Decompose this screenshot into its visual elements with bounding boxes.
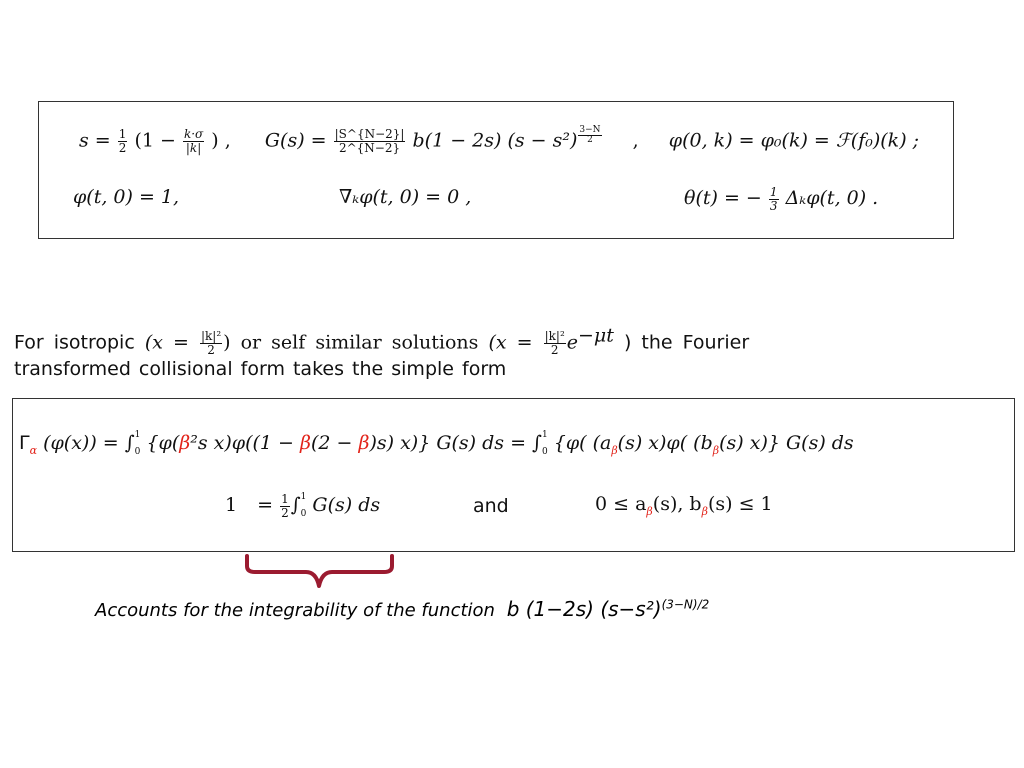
g-def-tail: b(1 − 2s) (s − s²)	[412, 129, 578, 152]
paragraph-line-2: transformed collisional form takes the simple form	[14, 358, 507, 380]
beta-3: β	[358, 432, 370, 454]
theta-left: θ(t) = −	[684, 187, 762, 210]
g-exponent: 3−N 2	[579, 125, 601, 146]
caption-text: Accounts for the integrability of the function	[95, 600, 495, 621]
beta-2: β	[300, 432, 311, 454]
caption	[95, 597, 709, 621]
sphere-fraction: $\frac{|S\^{}\{N-2\}|}{2\^{}\{N-2\}}$	[334, 127, 405, 155]
op-part-1: (φ(x)) = ∫	[43, 432, 135, 454]
separator-comma: ,	[632, 129, 639, 152]
one-value: 1	[225, 494, 238, 517]
beta-4: β	[611, 443, 618, 457]
op-part-7: (s) x)φ( (b	[617, 432, 713, 454]
integral-limits-2: 1 0	[541, 430, 548, 457]
gamma-symbol: Γ	[19, 432, 30, 454]
s-def: s =	[79, 129, 117, 152]
formula-exponent: (3−N)/2	[661, 597, 710, 612]
collision-operator-row	[19, 431, 854, 457]
op-part-6: {φ( (a	[547, 432, 612, 454]
s-def-b: ) ,	[211, 129, 231, 152]
op-part-2: {φ(	[146, 432, 180, 454]
exp-base: e	[566, 331, 579, 354]
g-integral: G(s) ds	[306, 494, 381, 517]
formula-body: b (1−2s) (s−s²)	[506, 597, 662, 621]
k-sigma-fraction: $\frac{k\cdot\sigma}{|k|}$	[183, 127, 204, 155]
op-part-5: )s) x)} G(s) ds = ∫	[369, 432, 542, 454]
integral-sign: ∫	[290, 494, 301, 517]
para-text-a: For isotropic	[14, 331, 135, 354]
op-part-8: (s) x)} G(s) ds	[719, 432, 854, 454]
third-fraction: $\frac{1}{3}$	[769, 185, 778, 213]
underbrace	[240, 552, 400, 598]
integral-limits-3: 1 0	[300, 492, 307, 520]
definitions-box	[38, 101, 954, 239]
phi-normalization: φ(t, 0) = 1,	[73, 186, 180, 208]
half-fraction-2: $\frac{1}{2}$	[281, 492, 289, 520]
definitions-row-1	[79, 126, 919, 154]
bounds-c: (s) ≤ 1	[707, 493, 773, 515]
g-def: G(s) =	[264, 129, 333, 152]
beta-1: β	[179, 432, 191, 454]
bounds-condition	[595, 493, 773, 518]
beta-6: β	[646, 504, 653, 518]
k-squared-fraction-1: $\frac{\text{|k|²}}{2}$	[200, 329, 222, 357]
para-text-c: ) or self similar solutions	[223, 331, 479, 354]
para-x-a: (x =	[144, 331, 199, 354]
normalization-row	[225, 493, 380, 519]
collision-operator-box	[12, 398, 1015, 552]
para-x-b: (x =	[488, 331, 543, 354]
exp-power: −μt	[578, 324, 614, 347]
op-part-3: ²s x)φ((1 −	[190, 432, 300, 454]
op-part-4: (2 −	[310, 432, 359, 454]
k-squared-fraction-2: $\frac{\text{|k|²}}{2}$	[544, 329, 565, 357]
paragraph-line-1	[14, 324, 750, 357]
gradient-condition: ∇ₖφ(t, 0) = 0 ,	[339, 186, 472, 208]
half-fraction: $\frac{1}{2}$	[118, 127, 127, 155]
beta-5: β	[712, 443, 720, 457]
integral-limits-1: 1 0	[134, 430, 141, 457]
theta-def	[684, 186, 878, 212]
theta-right: Δₖφ(t, 0) .	[785, 187, 879, 210]
s-def-a: (1 −	[134, 129, 182, 152]
equals: =	[257, 494, 280, 517]
phi-initial: φ(0, k) = φ₀(k) = ℱ(f₀)(k) ;	[668, 129, 920, 152]
bounds-b: (s), b	[652, 493, 702, 515]
beta-7: β	[701, 504, 708, 518]
alpha-subscript: α	[29, 443, 38, 457]
underbrace-path	[247, 556, 392, 586]
bounds-a: 0 ≤ a	[595, 493, 647, 515]
and-word: and	[473, 495, 509, 517]
para-text-f: ) the Fourier	[623, 331, 750, 354]
caption-formula	[507, 597, 710, 621]
